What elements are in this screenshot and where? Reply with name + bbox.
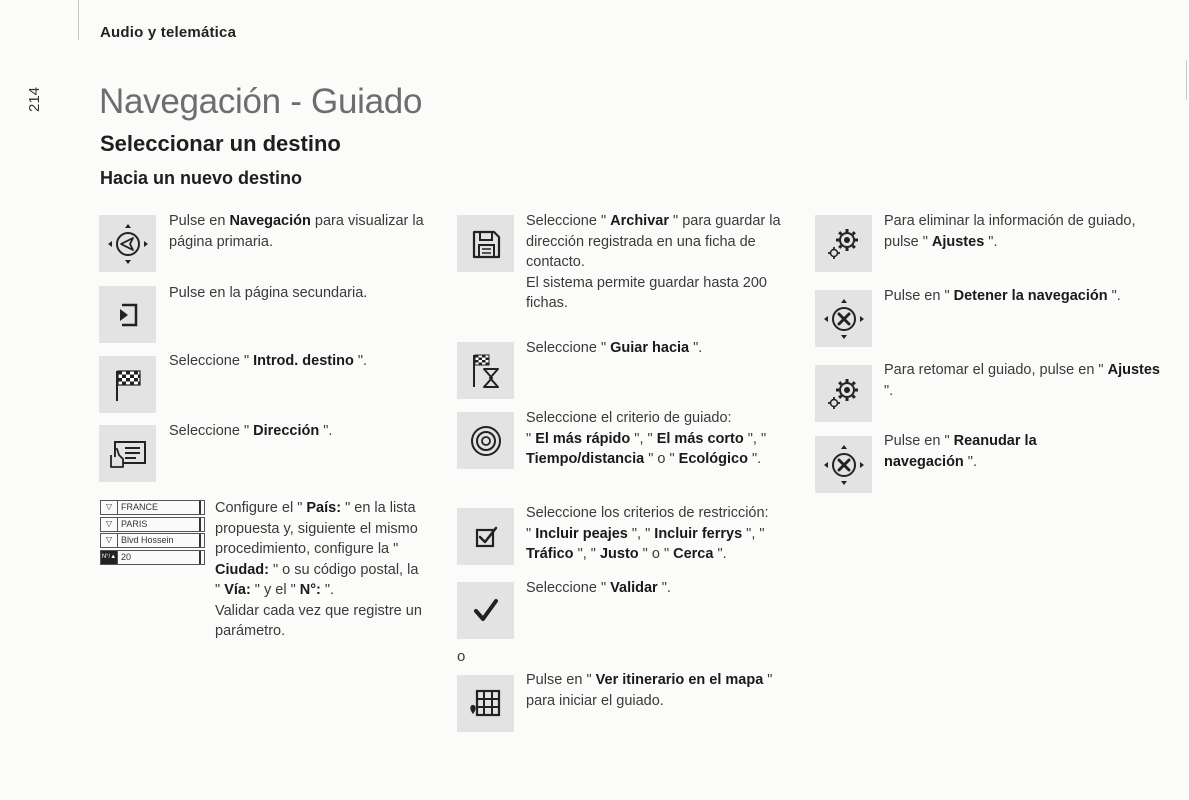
checkered-flag-icon — [99, 356, 156, 413]
page-number: 214 — [26, 86, 43, 112]
restriction-checkbox-icon — [457, 508, 514, 565]
secondary-page-icon — [99, 286, 156, 343]
step-resume-guidance-text: Para retomar el guiado, pulse en " Ajustes ". — [884, 362, 1160, 399]
settings-gears-icon — [815, 365, 872, 422]
number-row: N°/▲ 20 — [100, 550, 205, 565]
step-clear-guidance-text: Para eliminar la información de guiado, pulse " Ajustes ". — [884, 213, 1136, 250]
step-stop-text: Pulse en " Detener la navegación ". — [884, 288, 1121, 304]
step-resume-text: Pulse en " Reanudar la navegación ". — [884, 433, 1037, 470]
map-itinerary-icon — [457, 675, 514, 732]
step-validate-text: Seleccione " Validar ". — [526, 580, 671, 596]
target-criteria-icon — [457, 412, 514, 469]
save-floppy-icon — [457, 215, 514, 272]
or-separator: o — [457, 648, 466, 665]
guide-to-icon — [457, 342, 514, 399]
section-title: Seleccionar un destino — [100, 131, 341, 156]
country-list-icon — [100, 500, 205, 562]
step-address-text: Seleccione " Dirección ". — [169, 423, 333, 439]
city-row: ▽ PARIS — [100, 517, 205, 532]
step-navigation-text: Pulse en Navegación para visualizar la página primaria. — [169, 213, 424, 250]
settings-gears-icon — [815, 215, 872, 272]
subsection-title: Hacia un nuevo destino — [100, 168, 303, 188]
step-guide-text: Seleccione " Guiar hacia ". — [526, 340, 703, 356]
step-restriction-text: Seleccione los criterios de restricción: " Incluir peajes ", " Incluir ferrys ", " Tráfico ", " Justo " o " Cerca ". — [526, 505, 769, 562]
street-row: ▽ Blvd Hossein — [100, 533, 205, 548]
page-title: Navegación - Guiado — [99, 82, 423, 121]
navigation-dial-icon — [99, 215, 156, 272]
section-header: Audio y telemática — [100, 24, 237, 41]
margin-rule-right — [1186, 60, 1187, 100]
stop-navigation-icon — [815, 290, 872, 347]
step-destination-text: Seleccione " Introd. destino ". — [169, 353, 368, 369]
step-secondary-text: Pulse en la página secundaria. — [169, 285, 368, 301]
validate-check-icon — [457, 582, 514, 639]
resume-navigation-icon — [815, 436, 872, 493]
margin-rule — [78, 0, 79, 40]
address-card-icon — [99, 425, 156, 482]
step-country-text: Configure el " País: " en la lista propuesta y, siguiente el mismo procedimiento, configure la " Ciudad: " o su código postal, la " Vía: " y el " N°: ". Validar cada vez que registre un parámetro. — [215, 500, 422, 639]
country-row: ▽ FRANCE — [100, 500, 205, 515]
step-save-text: Seleccione " Archivar " para guardar la dirección registrada en una ficha de contacto. El sistema permite guardar hasta 200 fichas. — [526, 213, 781, 311]
step-criteria-text: Seleccione el criterio de guiado: " El más rápido ", " El más corto ", " Tiempo/distancia " o " Ecológico ". — [526, 410, 767, 467]
step-map-text: Pulse en " Ver itinerario en el mapa " para iniciar el guiado. — [526, 672, 773, 709]
